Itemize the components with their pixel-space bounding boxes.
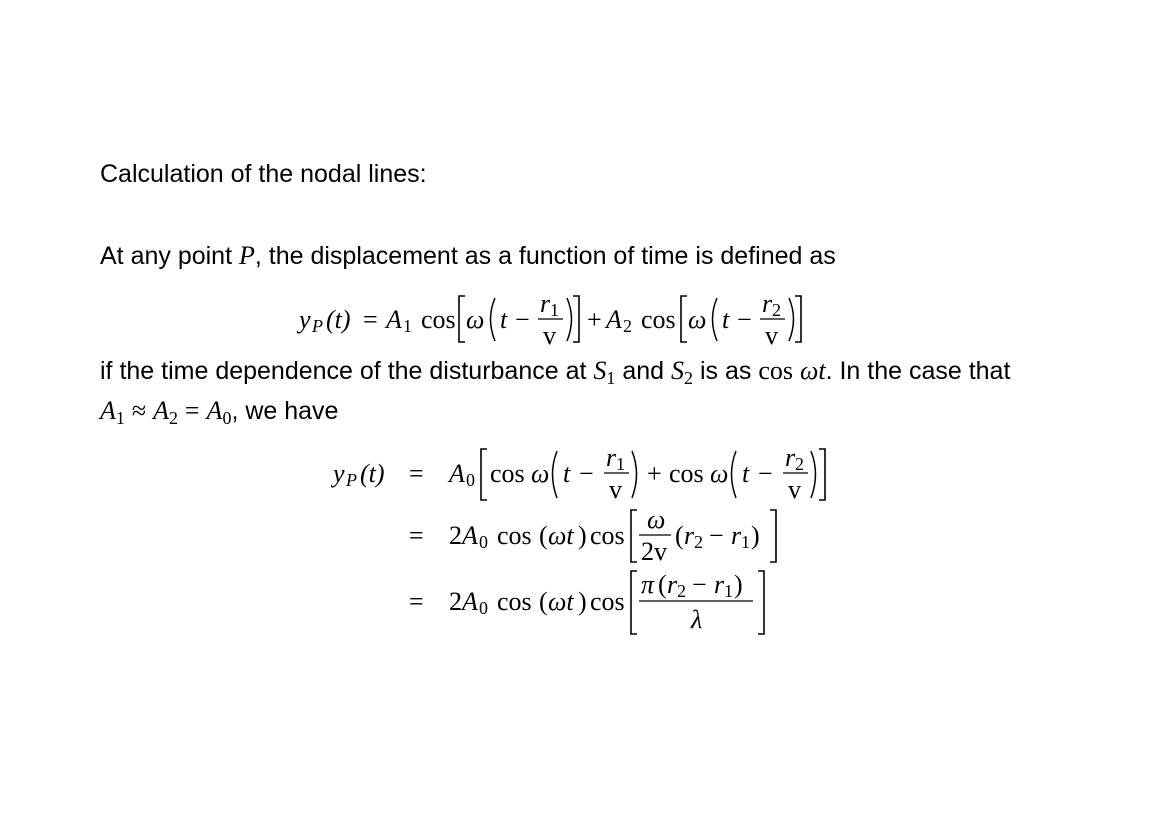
- eq2-row1-paren-open-2: [732, 451, 737, 498]
- eq1-paren-open-2: [713, 298, 718, 341]
- eq2-row3-bracket-close: [758, 571, 764, 634]
- condition-paragraph-line-1: [100, 356, 1010, 386]
- cont2-A0-sub: 0: [222, 408, 232, 428]
- eq2-row2-omega: ω: [647, 505, 666, 534]
- eq2-row2-minus: −: [709, 521, 724, 550]
- eq1-lhs-y: y: [299, 305, 311, 334]
- eq2-row1-equals: =: [409, 459, 424, 488]
- eq2-lhs-arg: (t): [360, 459, 385, 488]
- eq2-row1-minus-1: −: [579, 459, 594, 488]
- eq2-row3-paren-open: (: [539, 587, 548, 616]
- eq1-omega-2: ω: [688, 305, 707, 334]
- eq2-row2-bracket-close: [770, 510, 776, 562]
- eq2-row2-A-sub: 0: [479, 532, 488, 552]
- eq2-row1-plus: +: [647, 459, 662, 488]
- source-S1: S: [593, 356, 607, 385]
- eq2-row1-bracket-close: [819, 449, 825, 500]
- eq1-t-2: t: [722, 305, 730, 334]
- eq1-bracket-open-1: [459, 296, 465, 342]
- eq2-row1-v-2: v: [788, 475, 801, 504]
- eq2-row1-cos-2: cos: [669, 459, 704, 488]
- eq2-row3-cos-1: cos: [497, 587, 532, 616]
- eq2-row3-diff-close: ): [734, 570, 743, 599]
- cont2-approx: ≈: [131, 396, 147, 425]
- cont2-A2: A: [153, 396, 169, 425]
- eq1-A2-sub: 2: [623, 316, 632, 336]
- eq2-row1-r2: r: [785, 443, 796, 472]
- eq1-r1-sub: 1: [550, 300, 559, 320]
- eq2-row1-t-1: t: [563, 459, 571, 488]
- eq2-row2-omega-t: ωt: [548, 521, 574, 550]
- section-heading: Calculation of the nodal lines:: [100, 160, 427, 188]
- eq2-row3-A-sub: 0: [479, 598, 488, 618]
- eq2-row2-paren-open: (: [539, 521, 548, 550]
- cont2-A1-sub: 1: [115, 408, 125, 428]
- eq2-row2-two: 2: [449, 521, 462, 550]
- eq2-row3-two: 2: [449, 587, 462, 616]
- eq2-row1-r2-sub: 2: [795, 454, 804, 474]
- cont1-text-a: if the time dependence of the disturbance at: [100, 357, 587, 385]
- point-symbol: P: [238, 241, 255, 270]
- eq2-row1-r1-sub: 1: [616, 454, 625, 474]
- eq1-minus-1: −: [515, 305, 530, 334]
- eq2-row3-pi: π: [641, 570, 655, 599]
- eq2-row2-r1: r: [731, 521, 742, 550]
- eq1-omega-1: ω: [466, 305, 485, 334]
- eq1-minus-2: −: [737, 305, 752, 334]
- eq1-bracket-close-2: [795, 296, 801, 342]
- eq1-paren-close-2: [789, 298, 794, 341]
- eq2-row3-omega-t: ωt: [548, 587, 574, 616]
- eq1-v-1: v: [543, 321, 556, 350]
- cont1-text-c: . In the case that: [825, 357, 1011, 385]
- eq2-row1-paren-close-2: [811, 451, 816, 498]
- eq2-row3-minus: −: [692, 570, 707, 599]
- eq2-row2-cos-2: cos: [590, 521, 625, 550]
- condition-paragraph-line-2: [100, 396, 338, 426]
- eq2-row3-equals: =: [409, 587, 424, 616]
- eq1-plus: +: [587, 305, 602, 334]
- eq2-row3-lambda: λ: [691, 605, 703, 634]
- eq2-row2-cos-1: cos: [497, 521, 532, 550]
- eq1-bracket-open-2: [681, 296, 687, 342]
- eq1-cos-2: cos: [641, 305, 676, 334]
- eq2-row3-cos-2: cos: [590, 587, 625, 616]
- eq2-row1-paren-open-1: [553, 451, 558, 498]
- eq2-row1-omega-1: ω: [531, 459, 550, 488]
- eq1-lhs-sub: P: [312, 316, 323, 336]
- eq2-row3-r2: r: [667, 570, 678, 599]
- eq1-equals: =: [363, 305, 378, 334]
- eq1-paren-close-1: [567, 298, 572, 341]
- eq2-row1-t-2: t: [742, 459, 750, 488]
- eq2-row1-A: A: [449, 459, 465, 488]
- eq2-row2-two-v: 2v: [641, 537, 667, 566]
- eq2-row2-r2: r: [684, 521, 695, 550]
- eq1-A1-sub: 1: [403, 316, 412, 336]
- eq2-row1-omega-2: ω: [710, 459, 729, 488]
- eq2-row1-bracket-open: [481, 449, 487, 500]
- eq1-A2: A: [606, 305, 622, 334]
- cont1-and: and: [622, 357, 665, 385]
- eq1-r1: r: [540, 289, 551, 318]
- eq2-row2-paren-close: ): [578, 521, 587, 550]
- eq1-cos-1: cos: [421, 305, 456, 334]
- eq2-row2-A: A: [462, 521, 478, 550]
- eq2-row1-cos-1: cos: [490, 459, 525, 488]
- eq1-paren-open-1: [491, 298, 496, 341]
- eq2-row2-diff-open: (: [675, 521, 684, 550]
- eq2-row1-r1: r: [606, 443, 617, 472]
- cont2-A1: A: [100, 396, 116, 425]
- eq2-row2-diff-close: ): [751, 521, 760, 550]
- eq2-row1-v-1: v: [609, 475, 622, 504]
- cont1-text-b: is as: [699, 357, 752, 385]
- displacement-equation: [295, 284, 835, 350]
- eq1-bracket-close-1: [573, 296, 579, 342]
- eq2-row3-r1: r: [714, 570, 725, 599]
- eq2-row1-minus-2: −: [758, 459, 773, 488]
- eq2-row1-A-sub: 0: [466, 470, 475, 490]
- cont1-omega-t: ωt: [799, 356, 826, 385]
- eq1-r2-sub: 2: [772, 300, 781, 320]
- eq1-r2: r: [762, 289, 773, 318]
- cont2-equals: =: [184, 396, 200, 425]
- source-S2: S: [671, 356, 685, 385]
- eq2-row3-r2-sub: 2: [677, 581, 686, 601]
- eq2-row3-A: A: [462, 587, 478, 616]
- cont2-A0: A: [206, 396, 223, 425]
- eq2-lhs-sub: P: [346, 470, 357, 490]
- eq2-row3-paren-close: ): [578, 587, 587, 616]
- eq2-row3-bracket-open: [631, 571, 637, 634]
- cont2-A2-sub: 2: [168, 408, 178, 428]
- superposition-equation-array: [325, 440, 845, 645]
- intro-paragraph: [100, 241, 836, 271]
- intro-text-1: At any point: [100, 242, 233, 270]
- eq2-row2-r1-sub: 1: [741, 532, 750, 552]
- eq2-row2-r2-sub: 2: [694, 532, 703, 552]
- eq2-row2-equals: =: [409, 521, 424, 550]
- eq1-t-1: t: [500, 305, 508, 334]
- intro-text-2: , the displacement as a function of time is defined as: [254, 242, 836, 270]
- eq2-lhs-y: y: [333, 459, 345, 488]
- eq2-row3-r1-sub: 1: [724, 581, 733, 601]
- source-S1-sub: 1: [606, 368, 616, 388]
- source-S2-sub: 2: [684, 368, 694, 388]
- eq1-A1: A: [386, 305, 402, 334]
- cont1-cos: cos: [758, 356, 794, 385]
- eq2-row1-paren-close-1: [632, 451, 637, 498]
- eq2-row3-diff-open: (: [658, 570, 667, 599]
- eq1-lhs-arg: (t): [326, 305, 351, 334]
- eq1-v-2: v: [765, 321, 778, 350]
- eq2-row2-bracket-open: [631, 510, 637, 562]
- cont2-text: , we have: [231, 397, 339, 425]
